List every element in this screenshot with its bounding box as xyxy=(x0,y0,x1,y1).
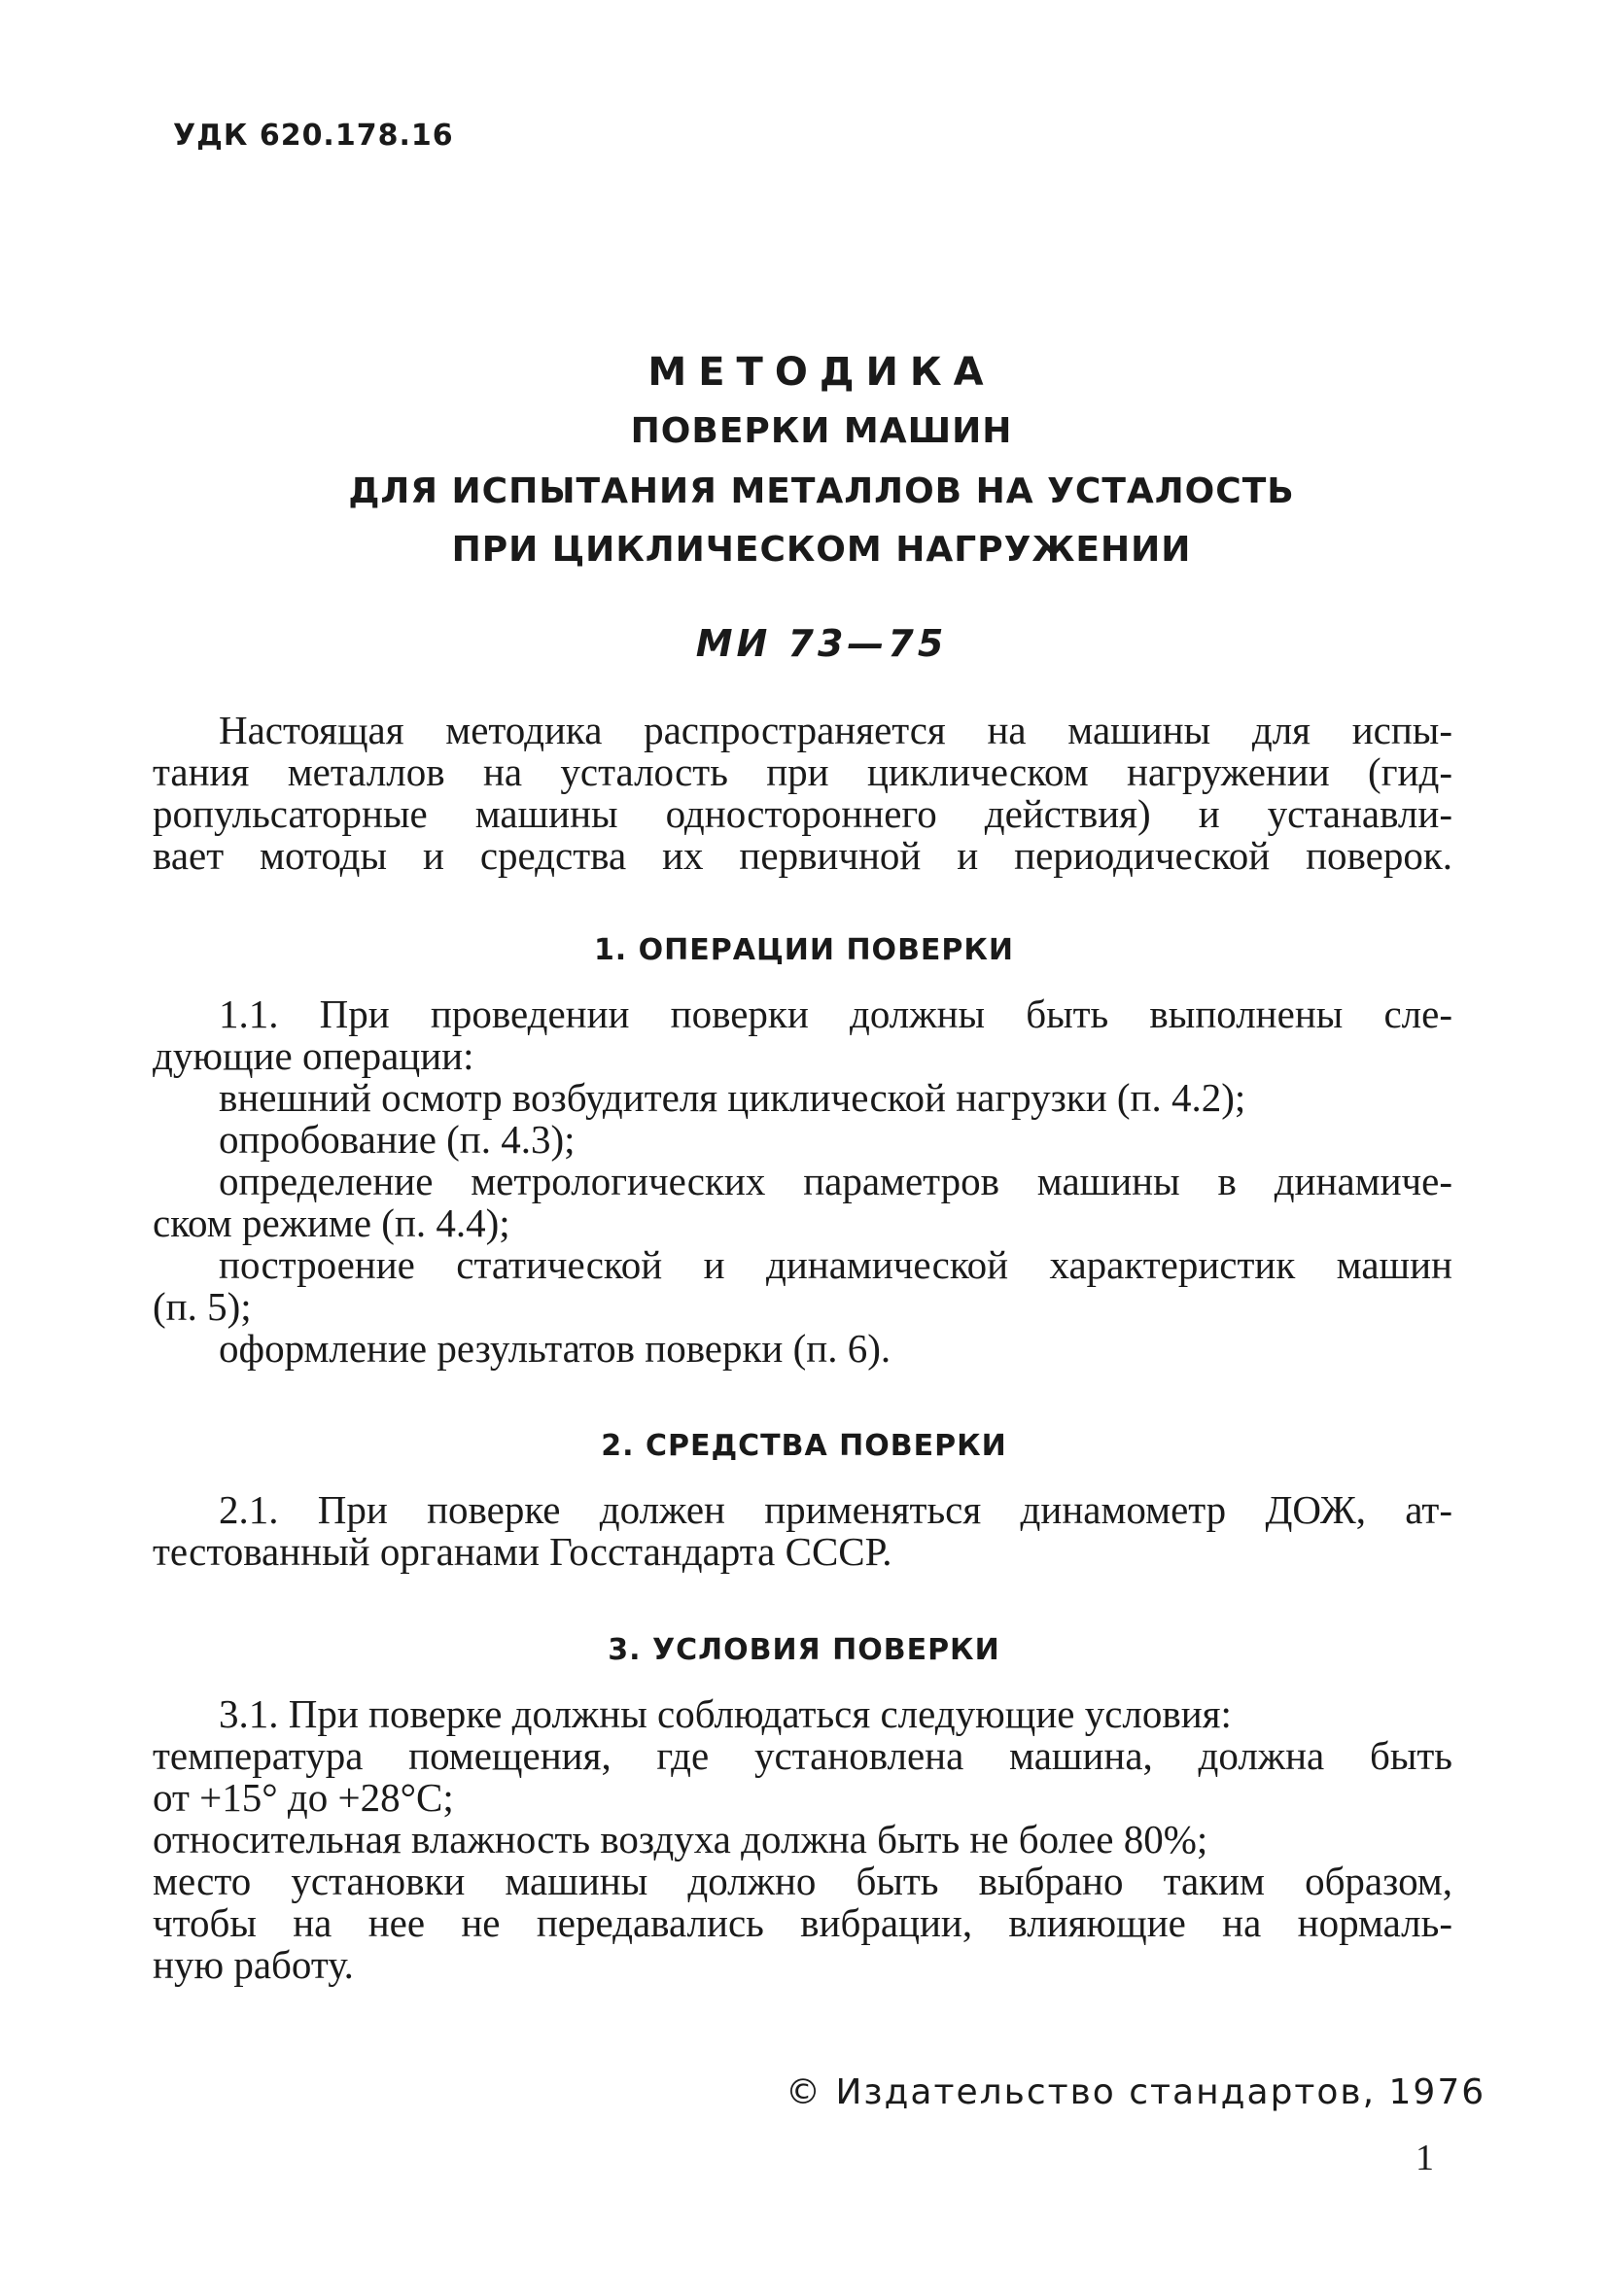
section-2-heading: 2. СРЕДСТВА ПОВЕРКИ xyxy=(601,1429,1007,1463)
section-3-body xyxy=(153,1693,1452,1986)
paragraph-line: тестованный органами Госстандарта СССР. xyxy=(153,1529,892,1574)
condition-line: ную работу. xyxy=(153,1942,354,1987)
document-title: МЕТОДИКА xyxy=(647,350,996,395)
list-item-continuation: ском режиме (п. 4.4); xyxy=(153,1200,510,1245)
copyright-notice: © Издательство стандартов, 1976 xyxy=(786,2072,1486,2112)
intro-line: ропульсаторные машины одностороннего действия) и устанавли- xyxy=(153,791,1452,836)
section-1-body xyxy=(153,993,1452,1370)
intro-line: Настоящая методика распространяется на машины для испы- xyxy=(219,708,1452,752)
condition-line: место установки машины должно быть выбрано таким образом, xyxy=(153,1859,1452,1903)
paragraph-line: 3.1. При поверке должны соблюдаться следующие условия: xyxy=(219,1691,1232,1736)
udk-code: УДК 620.178.16 xyxy=(173,119,454,153)
section-2-body xyxy=(153,1489,1452,1573)
list-item: внешний осмотр возбудителя циклической нагрузки (п. 4.2); xyxy=(219,1075,1246,1120)
intro-line: вает мотоды и средства их первичной и периодической поверок. xyxy=(153,833,1452,878)
section-3-heading: 3. УСЛОВИЯ ПОВЕРКИ xyxy=(608,1633,1000,1667)
page-number: 1 xyxy=(1416,2138,1434,2178)
list-item-continuation: (п. 5); xyxy=(153,1284,252,1329)
condition-line: относительная влажность воздуха должна быть не более 80%; xyxy=(153,1817,1208,1861)
condition-line: от +15° до +28°С; xyxy=(153,1775,454,1820)
section-1-heading: 1. ОПЕРАЦИИ ПОВЕРКИ xyxy=(593,933,1015,967)
paragraph-line: 2.1. При поверке должен применяться динамометр ДОЖ, ат- xyxy=(219,1487,1452,1532)
list-item: опробование (п. 4.3); xyxy=(219,1117,576,1162)
condition-line: чтобы на нее не передавались вибрации, влияющие на нормаль- xyxy=(153,1900,1452,1945)
list-item: оформление результатов поверки (п. 6). xyxy=(219,1326,891,1371)
title-line-2: ДЛЯ ИСПЫТАНИЯ МЕТАЛЛОВ НА УСТАЛОСТЬ xyxy=(348,471,1295,511)
list-item: построение статической и динамической характеристик машин xyxy=(219,1242,1452,1287)
title-line-1: ПОВЕРКИ МАШИН xyxy=(630,411,1013,451)
document-code: МИ 73—75 xyxy=(695,622,948,665)
list-item: определение метрологических параметров машины в динамиче- xyxy=(219,1159,1452,1203)
paragraph-line: дующие операции: xyxy=(153,1033,474,1078)
paragraph-line: 1.1. При проведении поверки должны быть выполнены сле- xyxy=(219,991,1452,1036)
condition-line: температура помещения, где установлена машина, должна быть xyxy=(153,1733,1452,1778)
intro-line: тания металлов на усталость при циклическом нагружении (гид- xyxy=(153,749,1452,794)
intro-paragraph xyxy=(153,710,1452,877)
title-line-3: ПРИ ЦИКЛИЧЕСКОМ НАГРУЖЕНИИ xyxy=(451,530,1192,570)
